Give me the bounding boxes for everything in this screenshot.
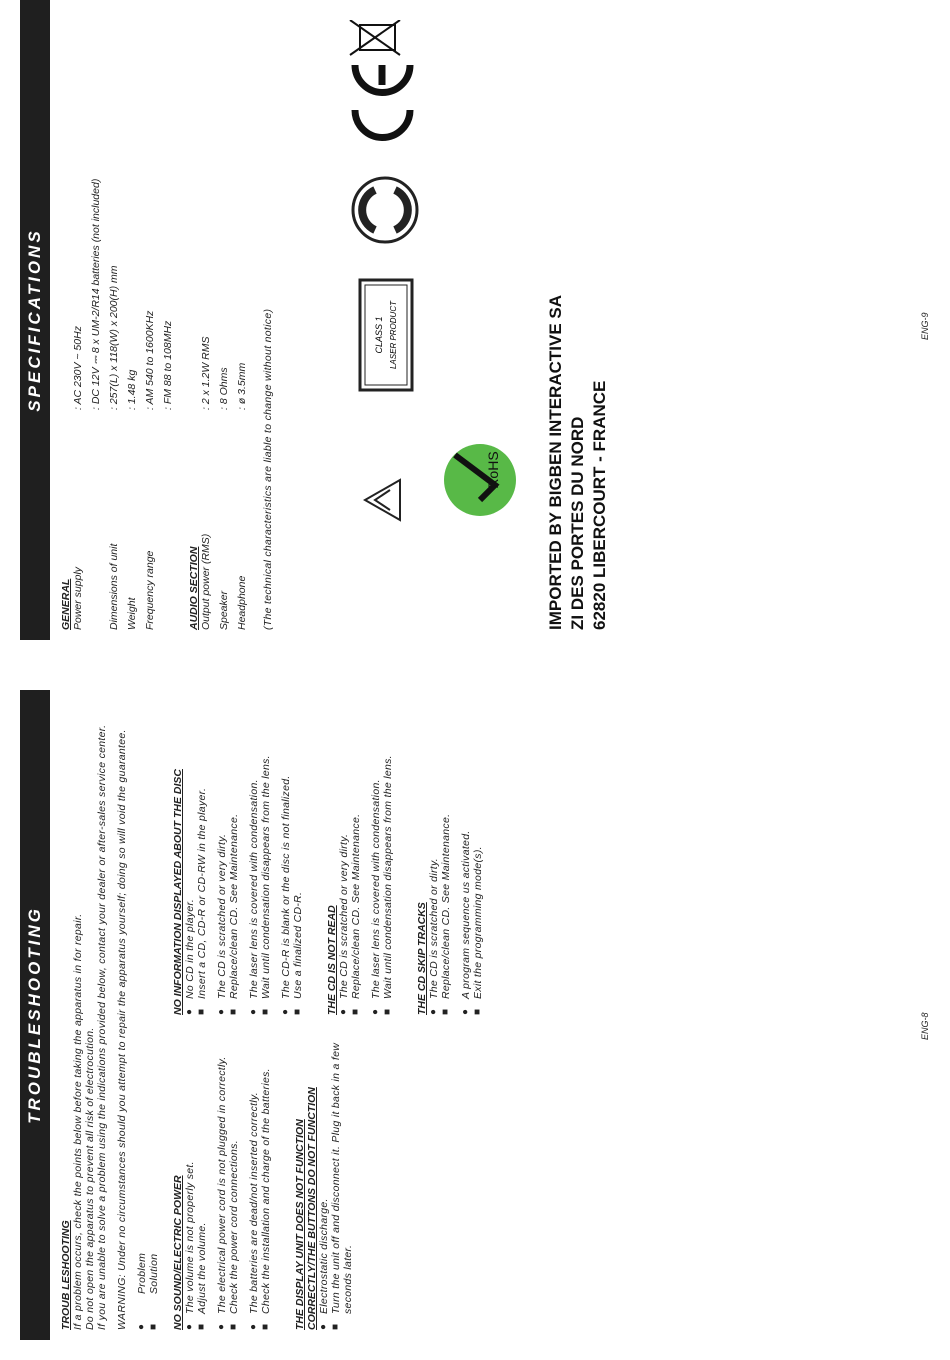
- bullet-icon: ●: [428, 1008, 439, 1015]
- spec-value: : 8 Ohms: [218, 367, 230, 410]
- square-icon: ■: [196, 1323, 207, 1330]
- solution-row: [440, 714, 452, 1015]
- spec-label: [90, 410, 102, 630]
- bullet-icon: ●: [338, 1008, 349, 1015]
- problem-text: The electrical power cord is not plugged in correctly.: [216, 1056, 228, 1314]
- bullet-icon: ●: [248, 1008, 259, 1015]
- solution-row: [260, 714, 272, 1015]
- spec-label: Speaker: [218, 590, 230, 630]
- rohs-label: RoHS: [485, 451, 501, 489]
- problem-row: [248, 1029, 260, 1330]
- rohs-badge: [444, 444, 516, 516]
- intro-line: If you are unable to solve a problem using the indications provided below, contact your dealer or after-sales service center.: [96, 724, 108, 1330]
- legend-problem: Problem: [136, 1252, 148, 1294]
- warning-text: WARNING: Under no circumstances should you attempt to repair the apparatus yourself; doing so will void the guarantee.: [116, 729, 128, 1330]
- square-icon: ■: [228, 1008, 239, 1015]
- problem-text: The volume is not properly set.: [184, 1161, 196, 1314]
- problem-text: The CD is scratched or dirty.: [428, 858, 440, 999]
- square-icon: ■: [350, 1008, 361, 1015]
- spec-value: : FM 88 to 108MHz: [162, 320, 174, 410]
- spec-row: [144, 10, 156, 630]
- problem-text: The batteries are dead/not inserted correctly.: [248, 1092, 260, 1314]
- solution-row: [472, 714, 484, 1015]
- problem-row: [280, 714, 292, 1015]
- audio-specs: [200, 10, 254, 630]
- section-heading: THE CD IS NOT READ: [326, 905, 338, 1015]
- problem-text: The CD is scratched or very dirty.: [338, 833, 350, 999]
- problem-row: [460, 714, 472, 1015]
- spec-label: [162, 410, 174, 630]
- solution-text: Turn the unit off and disconnect it. Plug it back in a few seconds later.: [330, 1042, 354, 1314]
- spec-value: : 1.48 kg: [126, 369, 138, 410]
- bullet-icon: ●: [216, 1008, 227, 1015]
- problem-row: [318, 1029, 330, 1330]
- square-icon: ■: [228, 1323, 239, 1330]
- square-icon: ■: [196, 1008, 207, 1015]
- spec-label: Output power (RMS): [200, 533, 212, 630]
- spec-label: Dimensions of unit: [108, 543, 120, 630]
- page-number: ENG-9: [920, 312, 930, 340]
- spec-value: : AC 230V ~ 50Hz: [72, 326, 84, 410]
- solution-row: [292, 714, 304, 1015]
- square-icon: ■: [148, 1323, 159, 1330]
- spec-row: [72, 10, 84, 630]
- problem-row: [338, 714, 350, 1015]
- square-icon: ■: [440, 1008, 451, 1015]
- notice: (The technical characteristics are liable to change without notice): [262, 308, 274, 630]
- bullet-icon: ●: [248, 1323, 259, 1330]
- certification-symbols: [330, 20, 530, 540]
- spec-value: : DC 12V ⎓ 8 x UM-2/R14 batteries (not included): [90, 178, 102, 410]
- solution-row: [228, 1029, 240, 1330]
- troubleshooting-page: [0, 690, 950, 1340]
- square-icon: ■: [382, 1008, 393, 1015]
- recycle-icon: [365, 480, 400, 520]
- bullet-icon: ●: [216, 1323, 227, 1330]
- section-heading: THE DISPLAY UNIT DOES NOT FUNCTION CORRECTLY/THE BUTTONS DO NOT FUNCTION: [294, 1087, 318, 1330]
- problem-row: [248, 714, 260, 1015]
- solution-text: Replace/clean CD. See Maintenance.: [228, 813, 240, 999]
- spec-row: [126, 10, 138, 630]
- intro-heading: TROUB LESHOOTING: [60, 1220, 72, 1330]
- bullet-icon: ●: [136, 1323, 147, 1330]
- spec-value: : 2 x 1.2W RMS: [200, 336, 212, 410]
- bullet-icon: ●: [318, 1323, 329, 1330]
- intro-line: Do not open the apparatus to prevent all risk of electrocution.: [84, 1027, 96, 1330]
- solution-text: Use a finalized CD-R.: [292, 891, 304, 999]
- problem-text: No CD in the player.: [184, 898, 196, 999]
- problem-row: [370, 714, 382, 1015]
- solution-text: Check the installation and charge of the batteries.: [260, 1068, 272, 1314]
- problem-row: [428, 714, 440, 1015]
- spec-row: [108, 10, 120, 630]
- troubleshooting-column-2: [172, 700, 506, 1015]
- importer-line: ZI DES PORTES DU NORD: [568, 416, 587, 630]
- problem-text: The laser lens is covered with condensation.: [248, 779, 260, 999]
- section-heading: NO SOUND/ELECTRIC POWER: [172, 1175, 184, 1330]
- page-number: ENG-8: [920, 1012, 930, 1040]
- section-heading: NO INFORMATION DISPLAYED ABOUT THE DISC: [172, 769, 184, 1015]
- page-title: SPECIFICATIONS: [20, 0, 50, 640]
- problem-row: [184, 1029, 196, 1330]
- spec-value: : 257(L) x 118(W) x 200(H) mm: [108, 265, 120, 410]
- importer-address: [545, 295, 611, 630]
- spec-value: : AM 540 to 1600KHz: [144, 310, 156, 410]
- spec-label: Weight: [126, 597, 138, 630]
- legend-solution: Solution: [148, 1253, 160, 1294]
- solution-row: [260, 1029, 272, 1330]
- problem-text: Electrostatic discharge.: [318, 1198, 330, 1314]
- laser-class: CLASS 1: [374, 316, 384, 354]
- solution-text: Insert a CD, CD-R or CD-RW in the player.: [196, 787, 208, 999]
- solution-row: [196, 1029, 208, 1330]
- importer-line: 62820 LIBERCOURT - FRANCE: [590, 380, 609, 630]
- solution-text: Adjust the volume.: [196, 1222, 208, 1314]
- spec-label: Headphone: [236, 575, 248, 630]
- square-icon: ■: [330, 1323, 341, 1330]
- square-icon: ■: [260, 1323, 271, 1330]
- spec-row: [90, 10, 102, 630]
- solution-row: [350, 714, 362, 1015]
- weee-bin-icon: [350, 20, 400, 55]
- problem-text: The CD-R is blank or the disc is not finalized.: [280, 775, 292, 999]
- square-icon: ■: [472, 1008, 483, 1015]
- problem-text: The laser lens is covered with condensation.: [370, 779, 382, 999]
- importer-line: IMPORTED BY BIGBEN INTERACTIVE SA: [546, 295, 565, 630]
- solution-text: Wait until condensation disappears from the lens.: [260, 755, 272, 999]
- spec-list: [60, 10, 274, 630]
- square-icon: ■: [292, 1008, 303, 1015]
- solution-text: Replace/clean CD. See Maintenance.: [350, 813, 362, 999]
- bullet-icon: ●: [370, 1008, 381, 1015]
- troubleshooting-column-1: [172, 1015, 506, 1330]
- laser-label: [360, 280, 412, 390]
- solution-row: [228, 714, 240, 1015]
- general-heading: GENERAL: [60, 578, 72, 630]
- solution-text: Wait until condensation disappears from the lens.: [382, 755, 394, 999]
- intro-line: If a problem occurs, check the points below before taking the apparatus in for repair.: [72, 913, 84, 1330]
- section-heading: THE CD SKIP TRACKS: [416, 902, 428, 1015]
- problem-text: A program sequence us activated.: [460, 830, 472, 999]
- bullet-icon: ●: [460, 1008, 471, 1015]
- problem-row: [216, 714, 228, 1015]
- spec-row: [162, 10, 174, 630]
- spec-row: [236, 10, 248, 630]
- green-dot-icon: [353, 178, 417, 242]
- solution-row: [330, 1029, 354, 1330]
- page-title: TROUBLESHOOTING: [20, 690, 50, 1340]
- square-icon: ■: [260, 1008, 271, 1015]
- bullet-icon: ●: [184, 1008, 195, 1015]
- solution-row: [382, 714, 394, 1015]
- spec-row: [200, 10, 212, 630]
- general-specs: [72, 10, 180, 630]
- audio-heading: AUDIO SECTION: [188, 546, 200, 630]
- specifications-page: [0, 0, 950, 640]
- spec-row: [218, 10, 230, 630]
- ce-mark-icon: [355, 65, 410, 138]
- bullet-icon: ●: [184, 1323, 195, 1330]
- solution-text: Replace/clean CD. See Maintenance.: [440, 813, 452, 999]
- intro: [60, 700, 160, 1330]
- problem-row: [216, 1029, 228, 1330]
- spec-label: Power supply: [72, 566, 84, 630]
- problem-text: The CD is scratched or very dirty.: [216, 833, 228, 999]
- spec-value: : ø 3.5mm: [236, 362, 248, 410]
- spec-label: Frequency range: [144, 550, 156, 630]
- laser-product: LASER PRODUCT: [389, 300, 398, 370]
- solution-text: Check the power cord connections.: [228, 1140, 240, 1314]
- problem-row: [184, 714, 196, 1015]
- solution-row: [196, 714, 208, 1015]
- bullet-icon: ●: [280, 1008, 291, 1015]
- solution-text: Exit the programming mode(s).: [472, 846, 484, 999]
